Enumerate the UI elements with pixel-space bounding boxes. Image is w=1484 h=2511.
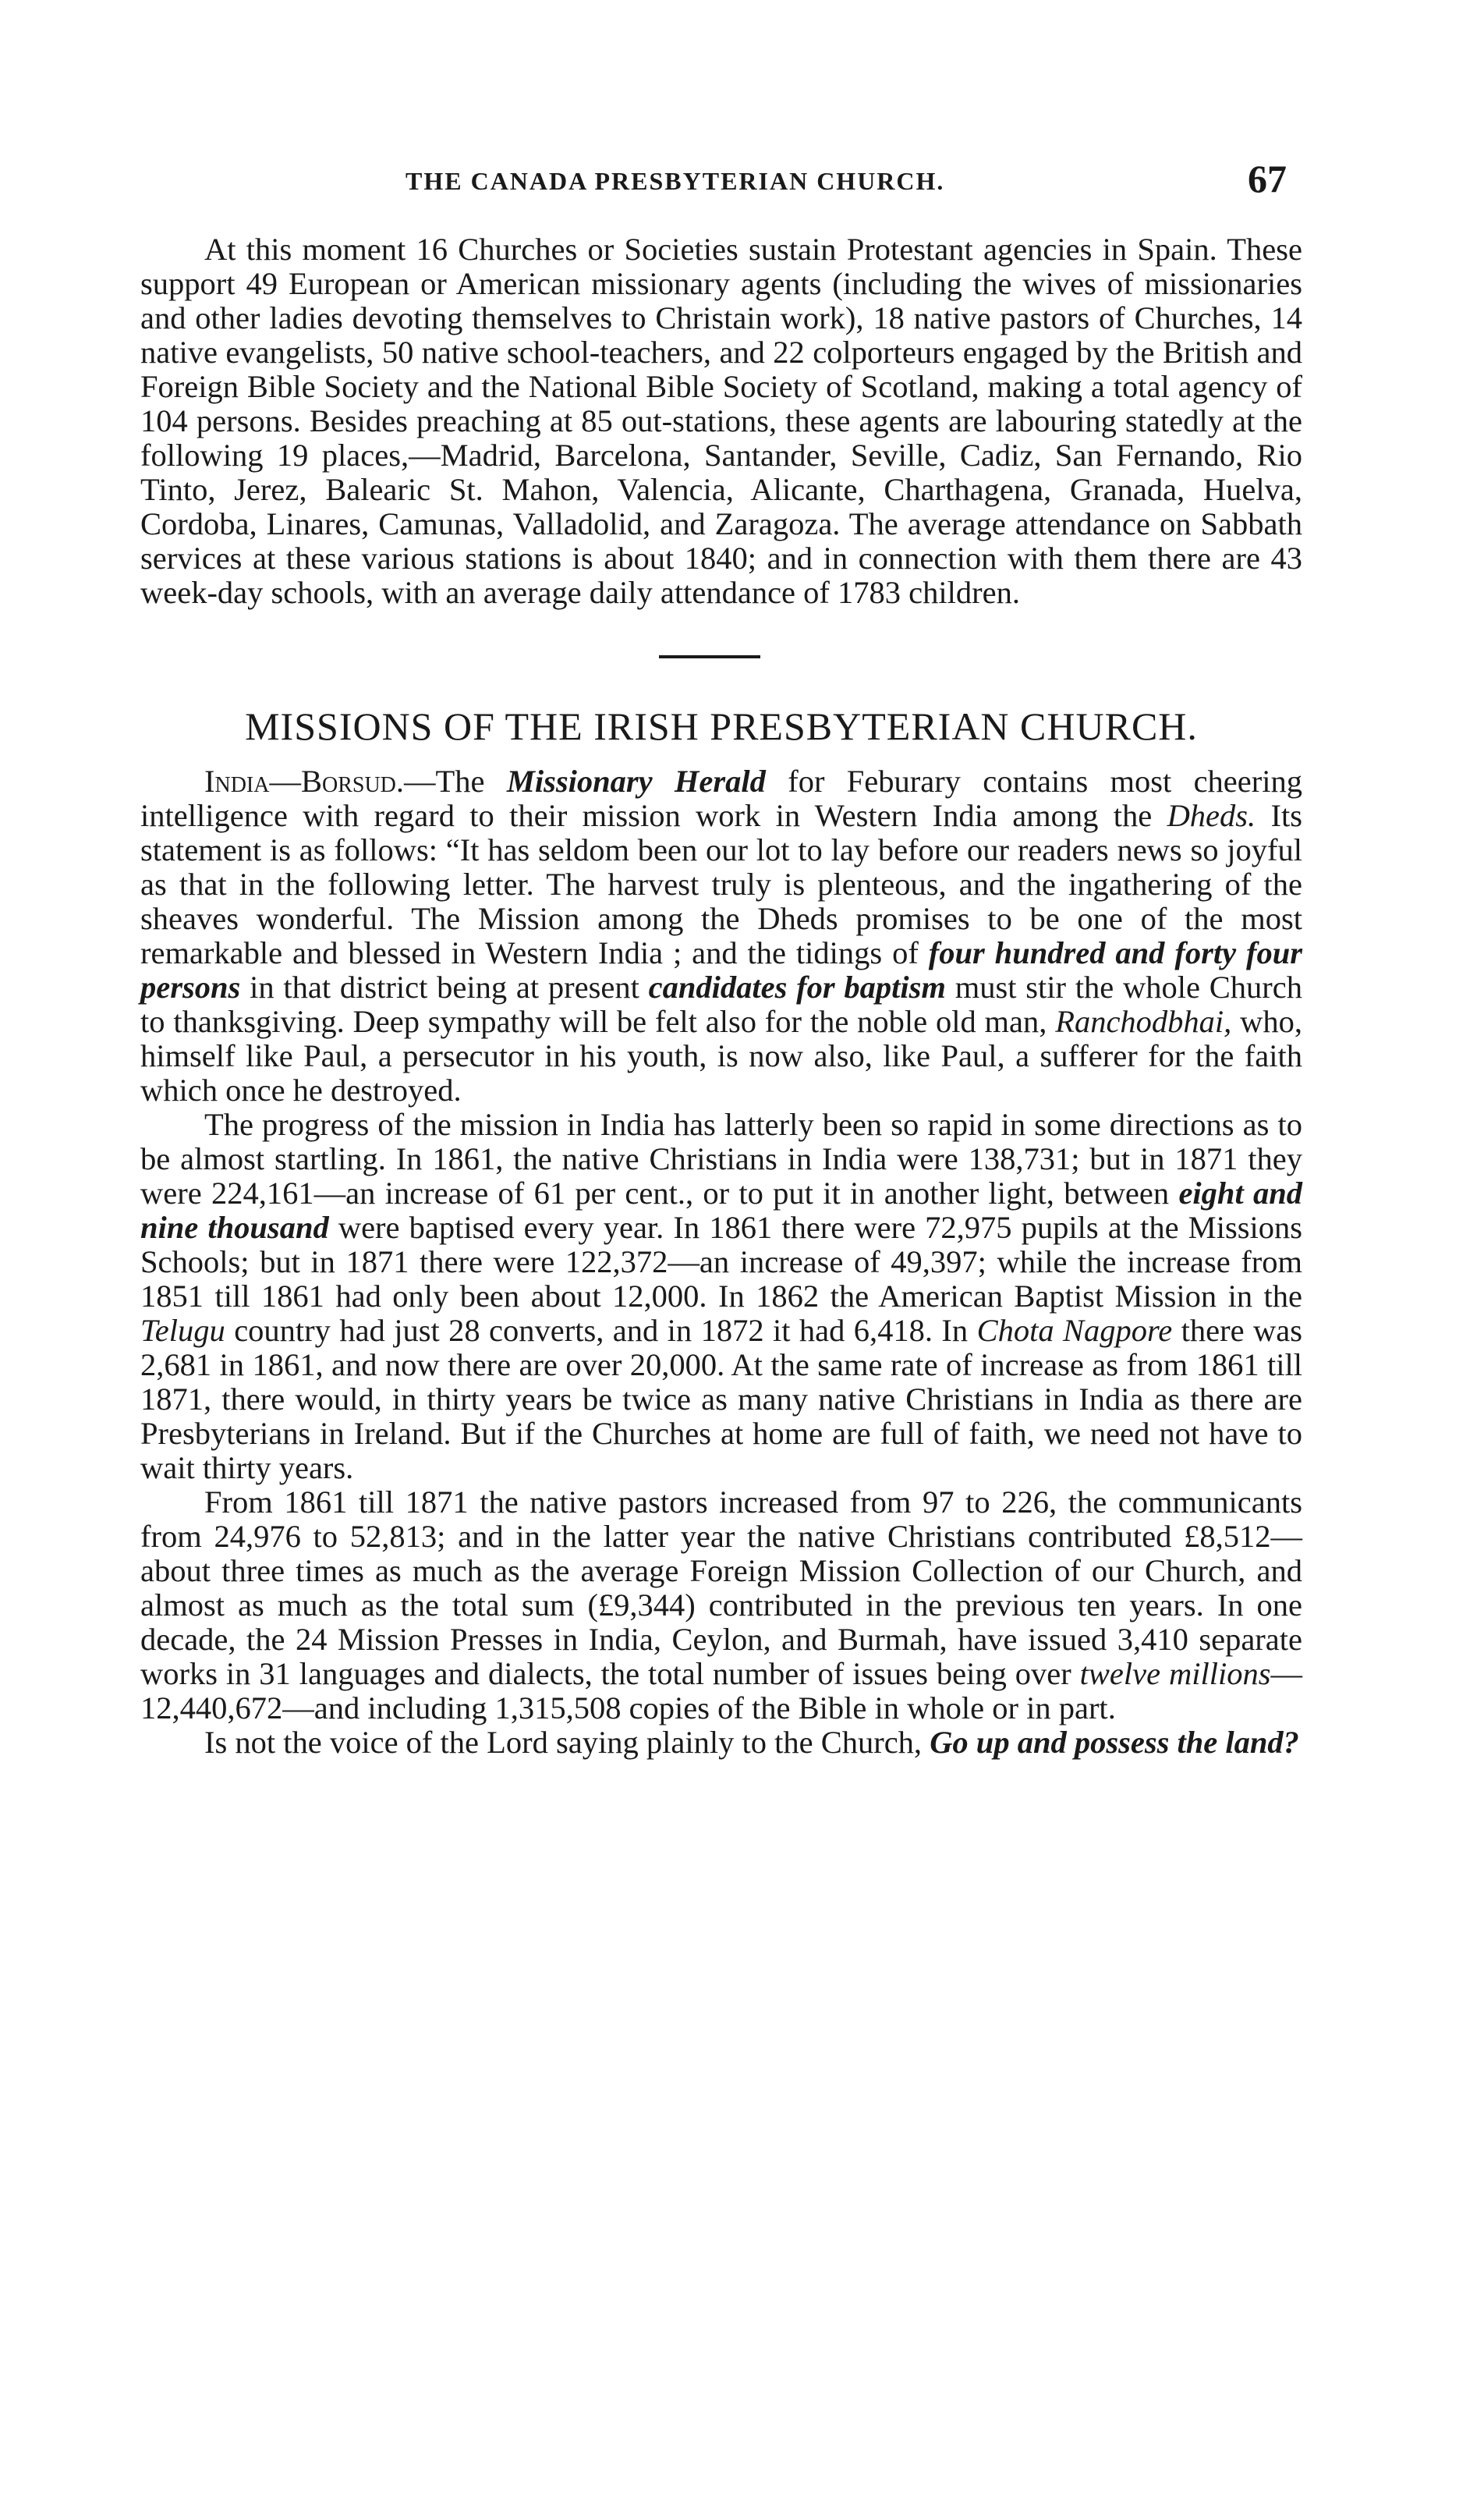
pastors-text-2: —12,440,672—and including 1,315,508 copies of the Bible in whole or in part. bbox=[140, 1656, 1302, 1725]
closing-emphasis-1: Go up and possess the land? bbox=[930, 1725, 1299, 1760]
india-text-3: Its statement is as follows: “It has seldom been our lot to lay before our readers news so joyful as that in the following letter. The harvest truly is plenteous, and the ingathering of the sheaves wonderful. The Mission among the Dheds promises to be one of the most remarkable and blessed in Western India ; and the tidings of bbox=[140, 798, 1303, 970]
spain-paragraph: At this moment 16 Churches or Societies sustain Protestant agencies in Spain. These support 49 European or American missionary agents (including the wives of missionaries and other ladies devoting themselves to Christain work), 18 native pastors of Churches, 14 native evangelists, 50 native school-teachers, and 22 colporteurs engaged by the British and Foreign Bible Society and the National Bible Society of Scotland, making a total agency of 104 persons. Besides preaching at 85 out-stations, these agents are labouring statedly at the following 19 places,—Madrid, Barcelona, Santander, Seville, Cadiz, San Fernando, Rio Tinto, Jerez, Balearic St. Mahon, Valencia, Alicante, Charthagena, Granada, Huelva, Cordoba, Linares, Camunas, Valladolid, and Zaragoza. The average attendance on Sabbath services at these various stations is about 1840; and in connection with them there are 43 week-day schools, with an average daily attendance of 1783 children. bbox=[140, 232, 1302, 610]
progress-text-4: there was 2,681 in 1861, and now there are over 20,000. At the same rate of increase as from 1861 till 1871, there would, in thirty years be twice as many native Christians in India as there are Presbyterians in Ireland. But if the Churches at home are full of faith, we need not have to wait thirty years. bbox=[140, 1313, 1302, 1485]
progress-text-2: were baptised every year. In 1861 there were 72,975 pupils at the Missions Schools; but in 1871 there were 122,372—an increase of 49,397; while the increase from 1851 till 1861 had only been about 12,000. In 1862 the American Baptist Mission in the bbox=[140, 1210, 1302, 1314]
closing-paragraph bbox=[140, 1725, 1302, 1760]
progress-paragraph bbox=[140, 1108, 1302, 1485]
india-text-1: —The bbox=[404, 764, 507, 799]
closing-text-1: Is not the voice of the Lord saying plainly to the Church, bbox=[204, 1725, 930, 1760]
india-emphasis-2: Dheds. bbox=[1167, 798, 1256, 833]
india-text-5: must stir the whole Church to thanksgiving. Deep sympathy will be felt also for the noble old man, bbox=[140, 970, 1302, 1039]
india-text-6: who, himself like Paul, a persecutor in his youth, is now also, like Paul, a sufferer for the faith which once he destroyed. bbox=[140, 1004, 1302, 1108]
progress-text-1: The progress of the mission in India has latterly been so rapid in some directions as to be almost startling. In 1861, the native Christians in India were 138,731; but in 1871 they were 224,161—an increase of 61 per cent., or to put it in another light, between bbox=[140, 1107, 1302, 1211]
pastors-paragraph bbox=[140, 1485, 1302, 1725]
progress-emphasis-2: Telugu bbox=[140, 1313, 225, 1348]
india-lead: India—Borsud. bbox=[204, 764, 405, 799]
progress-emphasis-1: eight and nine thousand bbox=[140, 1176, 1303, 1245]
running-head-title: THE CANADA PRESBYTERIAN CHURCH. bbox=[406, 167, 945, 195]
progress-text-3: country had just 28 converts, and in 1872 it had 6,418. In bbox=[225, 1313, 977, 1348]
pastors-emphasis-1: twelve millions bbox=[1079, 1656, 1271, 1691]
section-heading: MISSIONS OF THE IRISH PRESBYTERIAN CHURCH. bbox=[245, 704, 1198, 748]
page-number: 67 bbox=[1248, 157, 1287, 200]
india-emphasis-5: Ranchodbhai, bbox=[1055, 1004, 1232, 1039]
india-paragraph bbox=[140, 764, 1302, 1108]
india-text-2: for Feburary contains most cheering intelligence with regard to their mission work in Western India among the bbox=[140, 764, 1302, 833]
section-divider bbox=[659, 655, 760, 658]
india-text-4: in that district being at present bbox=[240, 970, 649, 1005]
india-emphasis-1: Missionary Herald bbox=[506, 764, 766, 799]
document-page bbox=[140, 156, 1302, 1760]
india-emphasis-3: four hundred and forty four persons bbox=[140, 935, 1302, 1005]
running-head bbox=[140, 156, 1302, 203]
progress-emphasis-3: Chota Nagpore bbox=[976, 1313, 1173, 1348]
pastors-text-1: From 1861 till 1871 the native pastors increased from 97 to 226, the communicants from 24,976 to 52,813; and in the latter year the native Christians contributed £8,512—about three times as much as the average Foreign Mission Collection of our Church, and almost as much as the total sum (£9,344) contributed in the previous ten years. In one decade, the 24 Mission Presses in India, Ceylon, and Burmah, have issued 3,410 separate works in 31 languages and dialects, the total number of issues being over bbox=[140, 1484, 1302, 1691]
india-emphasis-4: candidates for baptism bbox=[648, 970, 946, 1005]
